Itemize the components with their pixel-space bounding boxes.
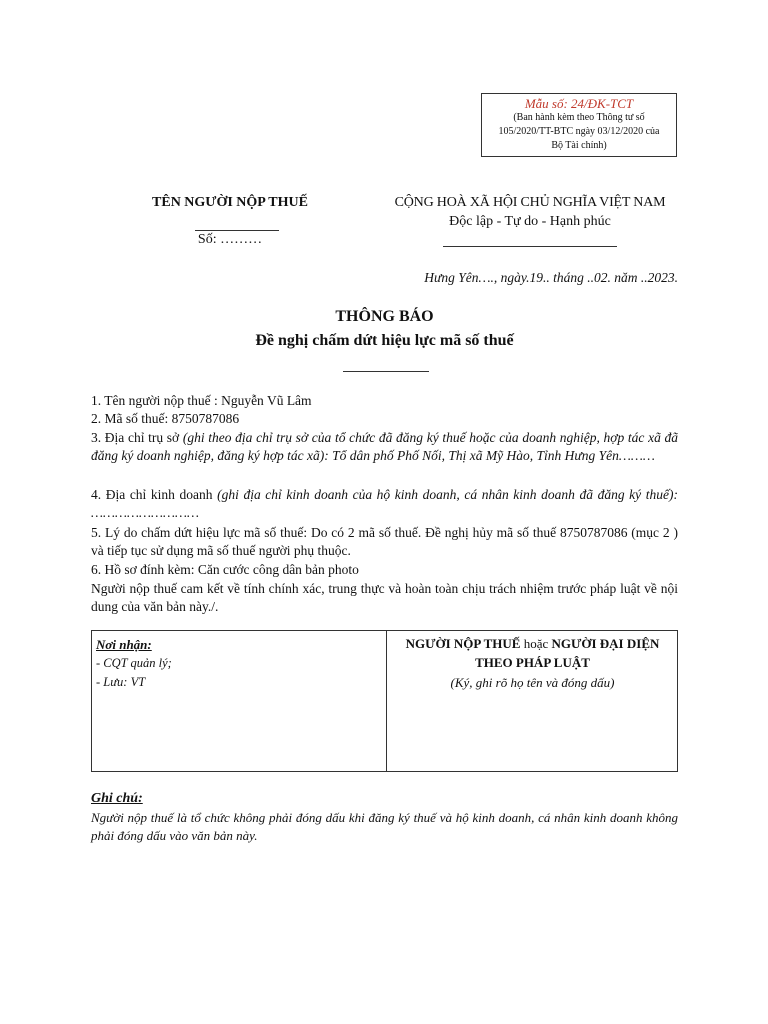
- commitment-text: Người nộp thuế cam kết về tính chính xác, trung thực và hoàn toàn chịu trách nhiệm trước pháp luật về nội dung của văn bản này./.: [91, 581, 678, 614]
- signature-representative: NGƯỜI ĐẠI DIỆN: [548, 636, 660, 651]
- note-text: Người nộp thuế là tổ chức không phải đóng dấu khi đăng ký thuế và hộ kinh doanh, cá nhân kinh doanh không phải đóng dấu vào văn bản này.: [91, 810, 678, 843]
- form-note-line2: 105/2020/TT-BTC ngày 03/12/2020 của: [498, 126, 660, 137]
- form-number-box: [481, 93, 677, 157]
- recipients-label: Nơi nhận:: [96, 637, 152, 652]
- item-tax-code: 2. Mã số thuế: 8750787086: [91, 411, 240, 426]
- item-reason: 5. Lý do chấm dứt hiệu lực mã số thuế: Do có 2 mã số thuế. Đề nghị hủy mã số thuế 8750787086 (mục 2 ) và tiếp tục sử dụng mã số thuế người phụ thuộc.: [91, 525, 678, 558]
- signature-or: hoặc: [523, 636, 549, 651]
- motto: Độc lập - Tự do - Hạnh phúc: [449, 214, 611, 229]
- item3-label: 3. Địa chỉ trụ sở: [91, 430, 183, 445]
- form-note-line3: Bộ Tài chính): [551, 140, 607, 151]
- item-taxpayer-name: 1. Tên người nộp thuế : Nguyễn Vũ Lâm: [91, 393, 312, 408]
- signature-instruction: (Ký, ghi rõ họ tên và đóng dấu): [450, 675, 615, 690]
- signature-by-law: THEO PHÁP LUẬT: [475, 655, 590, 670]
- notice-subtitle: Đề nghị chấm dứt hiệu lực mã số thuế: [255, 332, 514, 349]
- motto-underline: [443, 246, 617, 247]
- country-heading: CỘNG HOÀ XÃ HỘI CHỦ NGHĨA VIỆT NAM: [394, 195, 666, 210]
- item-head-office-address: [91, 429, 678, 465]
- note-label: Ghi chú:: [91, 791, 143, 806]
- recipient-line2: - Lưu: VT: [96, 675, 146, 689]
- item4-hint: (ghi địa chỉ kinh doanh của hộ kinh doanh, cá nhân kinh doanh đã đăng ký thuế):: [217, 487, 678, 502]
- item4-value: ………………………: [91, 505, 200, 520]
- document-number: Số: ………: [197, 232, 263, 247]
- taxpayer-name-heading: TÊN NGƯỜI NỘP THUẾ: [152, 195, 308, 210]
- recipient-line1: - CQT quản lý;: [96, 656, 172, 670]
- signature-heading: [387, 636, 678, 652]
- date-line: Hưng Yên…., ngày.19.. tháng ..02. năm ..2023.: [424, 270, 678, 285]
- item4-label: 4. Địa chỉ kinh doanh: [91, 487, 218, 502]
- item-attachments: 6. Hồ sơ đính kèm: Căn cước công dân bản photo: [91, 562, 359, 577]
- item3-value: Tổ dân phố Phố Nối, Thị xã Mỹ Hào, Tỉnh Hưng Yên………: [328, 448, 655, 463]
- form-number: Mẫu số: 24/ĐK-TCT: [524, 96, 634, 111]
- form-note-line1: (Ban hành kèm theo Thông tư số: [513, 112, 645, 123]
- item3-hint: (ghi theo địa chỉ trụ sở của tổ chức đã đăng ký thuế hoặc của doanh nghiệp, hợp tác xã đã đăng ký doanh nghiệp, đăng ký hợp tác xã):: [91, 430, 678, 463]
- item-business-address: [91, 486, 678, 522]
- title-underline: [343, 371, 429, 372]
- signature-taxpayer: NGƯỜI NỘP THUẾ: [405, 636, 524, 651]
- notice-title: THÔNG BÁO: [335, 308, 434, 325]
